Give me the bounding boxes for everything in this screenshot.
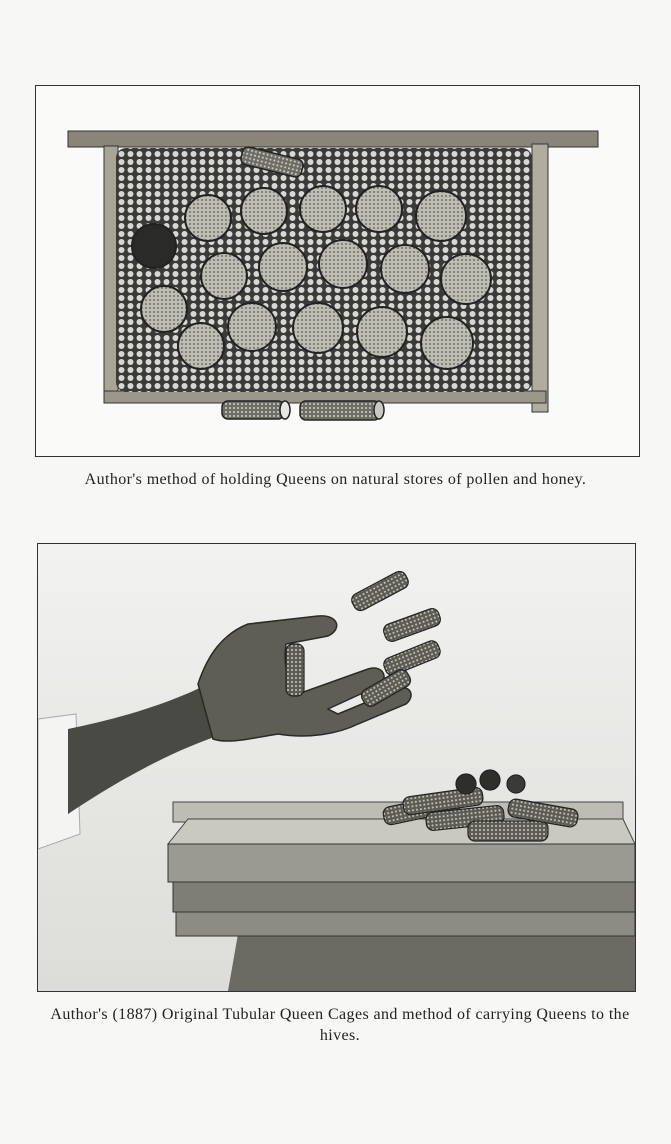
frame-top-bar xyxy=(68,131,598,147)
box-lower xyxy=(173,882,635,912)
hand-cages-illustration xyxy=(38,544,635,991)
plate-1-caption: Author's method of holding Queens on natural stores of pollen and honey. xyxy=(84,471,587,488)
photo-tubular-cages xyxy=(37,543,636,992)
plate-2-caption: Author's (1887) Original Tubular Queen Cages and method of carrying Queens to the hives. xyxy=(50,1006,630,1044)
frame-right-bar xyxy=(532,144,548,412)
photo-comb-frame xyxy=(35,85,640,457)
table xyxy=(228,934,635,991)
box-base xyxy=(176,912,635,936)
comb-frame-illustration xyxy=(36,86,639,456)
box-front xyxy=(168,844,635,882)
frame-left-bar xyxy=(104,146,118,396)
